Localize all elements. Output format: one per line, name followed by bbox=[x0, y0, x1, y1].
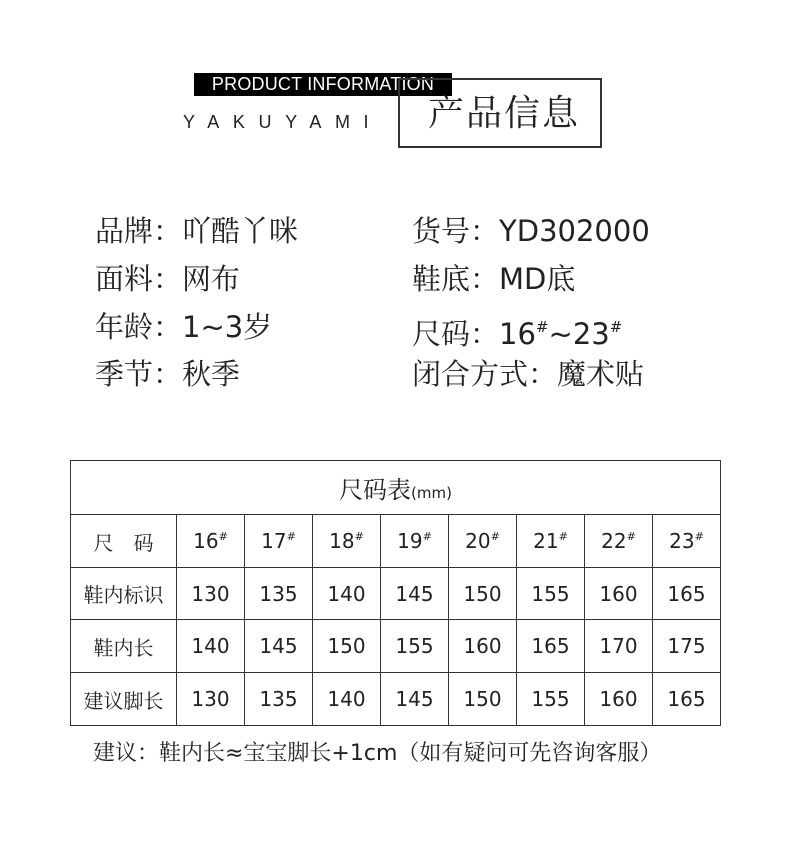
info-sole-sep: ： bbox=[470, 262, 500, 296]
table-cell: 155 bbox=[517, 673, 585, 726]
info-brand bbox=[95, 213, 298, 249]
info-brand-label: 品牌 bbox=[95, 214, 154, 248]
info-brand-sep: ： bbox=[153, 214, 183, 248]
info-item-number-label: 货号 bbox=[412, 214, 471, 248]
table-cell: 140 bbox=[177, 620, 245, 673]
size-header-cell: 20# bbox=[449, 515, 517, 568]
table-cell: 150 bbox=[313, 620, 381, 673]
size-table-title bbox=[71, 461, 721, 515]
info-item-number-sep: ： bbox=[470, 214, 500, 248]
table-cell: 160 bbox=[585, 673, 653, 726]
size-table-unit: (mm) bbox=[411, 484, 452, 502]
table-cell: 165 bbox=[653, 673, 721, 726]
info-closure-label: 闭合方式 bbox=[412, 357, 529, 391]
table-cell: 150 bbox=[449, 673, 517, 726]
info-item-number bbox=[412, 213, 650, 249]
brand-letters: YAKUYAMI bbox=[183, 112, 383, 132]
info-material-sep: ： bbox=[153, 262, 183, 296]
table-cell: 160 bbox=[585, 568, 653, 620]
table-cell: 165 bbox=[653, 568, 721, 620]
table-cell: 130 bbox=[177, 673, 245, 726]
row-label: 鞋内长 bbox=[71, 620, 177, 673]
info-season-value: 秋季 bbox=[182, 357, 241, 391]
info-brand-value: 吖酷丫咪 bbox=[182, 214, 299, 248]
size-table-title-text: 尺码表 bbox=[339, 476, 412, 504]
product-information-banner: PRODUCT INFORMATION bbox=[194, 73, 452, 96]
info-size-tilde: ~ bbox=[548, 317, 573, 351]
table-cell: 135 bbox=[245, 568, 313, 620]
table-cell: 130 bbox=[177, 568, 245, 620]
size-header-cell: 22# bbox=[585, 515, 653, 568]
row-label: 鞋内标识 bbox=[71, 568, 177, 620]
info-size-sep: ： bbox=[470, 317, 500, 351]
table-cell: 145 bbox=[381, 673, 449, 726]
size-header-label: 尺 码 bbox=[71, 515, 177, 568]
info-sole-label: 鞋底 bbox=[412, 262, 471, 296]
table-cell: 175 bbox=[653, 620, 721, 673]
size-header-cell: 18# bbox=[313, 515, 381, 568]
table-row bbox=[71, 673, 721, 726]
size-header-cell: 19# bbox=[381, 515, 449, 568]
size-header-cell: 21# bbox=[517, 515, 585, 568]
row-label: 建议脚长 bbox=[71, 673, 177, 726]
info-sole-value: MD底 bbox=[499, 262, 576, 296]
info-size-label: 尺码 bbox=[412, 317, 471, 351]
info-material bbox=[95, 261, 240, 297]
size-header-cell: 16# bbox=[177, 515, 245, 568]
info-closure bbox=[412, 356, 644, 392]
page-title: 产品信息 bbox=[428, 93, 581, 134]
info-sole bbox=[412, 261, 575, 297]
info-size-max: 23 bbox=[572, 317, 610, 351]
info-size-min: 16 bbox=[499, 317, 536, 351]
info-season bbox=[95, 356, 240, 392]
info-material-value: 网布 bbox=[182, 262, 241, 296]
info-age bbox=[95, 309, 272, 345]
table-cell: 140 bbox=[313, 673, 381, 726]
table-cell: 165 bbox=[517, 620, 585, 673]
fit-advice-note: 建议：鞋内长≈宝宝脚长+1cm（如有疑问可先咨询客服） bbox=[93, 741, 662, 766]
info-season-label: 季节 bbox=[95, 357, 154, 391]
info-closure-sep: ： bbox=[528, 357, 558, 391]
info-size-range bbox=[412, 309, 622, 352]
table-cell: 135 bbox=[245, 673, 313, 726]
info-closure-value: 魔术贴 bbox=[557, 357, 645, 391]
info-age-value: 1~3岁 bbox=[182, 310, 273, 344]
size-header-cell: 17# bbox=[245, 515, 313, 568]
info-season-sep: ： bbox=[153, 357, 183, 391]
table-cell: 140 bbox=[313, 568, 381, 620]
table-cell: 170 bbox=[585, 620, 653, 673]
table-row bbox=[71, 568, 721, 620]
size-header-cell: 23# bbox=[653, 515, 721, 568]
info-age-label: 年龄 bbox=[95, 310, 154, 344]
table-cell: 145 bbox=[381, 568, 449, 620]
size-table bbox=[70, 460, 721, 726]
table-row bbox=[71, 620, 721, 673]
table-cell: 145 bbox=[245, 620, 313, 673]
table-cell: 155 bbox=[517, 568, 585, 620]
info-item-number-value: YD302000 bbox=[499, 214, 650, 248]
info-material-label: 面料 bbox=[95, 262, 154, 296]
info-size-min-mark: # bbox=[535, 318, 549, 336]
info-age-sep: ： bbox=[153, 310, 183, 344]
table-cell: 160 bbox=[449, 620, 517, 673]
info-size-max-mark: # bbox=[609, 318, 623, 336]
table-cell: 155 bbox=[381, 620, 449, 673]
table-cell: 150 bbox=[449, 568, 517, 620]
